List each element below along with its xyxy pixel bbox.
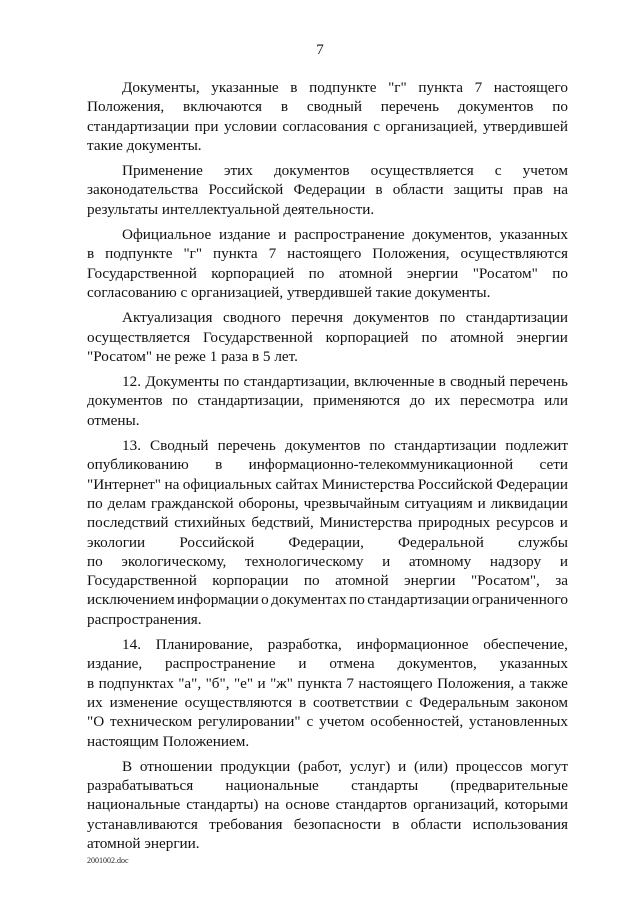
paragraph [87,225,568,302]
page-number: 7 [316,42,324,58]
text-line: В отношении продукции (работ, услуг) и (или) процессов могут [122,757,568,775]
paragraph [87,757,568,853]
text-line: документов по стандартизации, применяются до их пересмотра или [87,392,568,410]
text-line: отмены. [87,411,140,429]
text-line: "Росатом" не реже 1 раза в 5 лет. [87,347,298,365]
paragraph [87,635,568,751]
text-line: "Интернет" на официальных сайтах Министерства Российской Федерации [87,475,568,493]
text-line: Применение этих документов осуществляется с учетом [122,162,568,180]
paragraph [87,372,568,430]
text-line: стандартизации при условии согласования с организацией, утвердившей [87,117,568,135]
text-line: в подпункте "г" пункта 7 настоящего Положения, осуществляются [87,245,568,263]
file-name-footer: 2001002.doc [87,856,129,865]
text-line: разрабатываться национальные стандарты (предварительные [87,777,568,795]
paragraph [87,161,568,219]
text-line: "О техническом регулировании" с учетом особенностей, установленных [87,713,568,731]
text-line: опубликованию в информационно-телекоммуникационной сети [87,456,568,474]
text-line: распространения. [87,610,202,628]
text-line: результаты интеллектуальной деятельности. [87,200,375,218]
text-line: устанавливаются требования безопасности в области использования [87,815,568,833]
text-line: по делам гражданской обороны, чрезвычайным ситуациям и ликвидации [87,494,568,512]
text-line: Государственной корпорации по атомной энергии "Росатом", за [87,572,568,590]
text-line: Официальное издание и распространение документов, указанных [122,226,568,244]
text-line: 13. Сводный перечень документов по стандартизации подлежит [122,437,568,455]
paragraph [87,78,568,155]
text-line: Документы, указанные в подпункте "г" пункта 7 настоящего [122,79,568,96]
text-line: законодательства Российской Федерации в области защиты прав на [87,181,568,199]
text-line: настоящим Положением. [87,732,250,750]
text-line: 12. Документы по стандартизации, включенные в сводный перечень [122,373,568,391]
paragraph [87,308,568,366]
text-line: экологии Российской Федерации, Федеральной службы [87,533,568,551]
text-line: последствий стихийных бедствий, Министерства природных ресурсов и [87,514,568,532]
text-line: Государственной корпорацией по атомной энергии "Росатом" по [87,264,568,282]
text-line: национальные стандарты) на основе стандартов организаций, которыми [87,796,568,814]
text-line: в подпунктах "а", "б", "е" и "ж" пункта 7 настоящего Положения, а также [87,674,568,692]
paragraph [87,436,568,629]
text-line: Актуализация сводного перечня документов по стандартизации [122,309,568,327]
text-line: осуществляется Государственной корпорацией по атомной энергии [87,328,568,346]
text-line: исключением информации о документах по стандартизации ограниченного [87,591,568,609]
document-body [87,78,568,859]
text-line: атомной энергии. [87,834,200,852]
text-line: такие документы. [87,136,202,154]
text-line: издание, распространение и отмена документов, указанных [87,655,568,673]
text-line: их изменение осуществляются в соответствии с Федеральным законом [87,693,568,711]
text-line: по экологическому, технологическому и атомному надзору и [87,552,568,570]
text-line: согласованию с организацией, утвердившей такие документы. [87,283,491,301]
text-line: Положения, включаются в сводный перечень документов по [87,98,568,116]
text-line: 14. Планирование, разработка, информационное обеспечение, [122,636,568,654]
